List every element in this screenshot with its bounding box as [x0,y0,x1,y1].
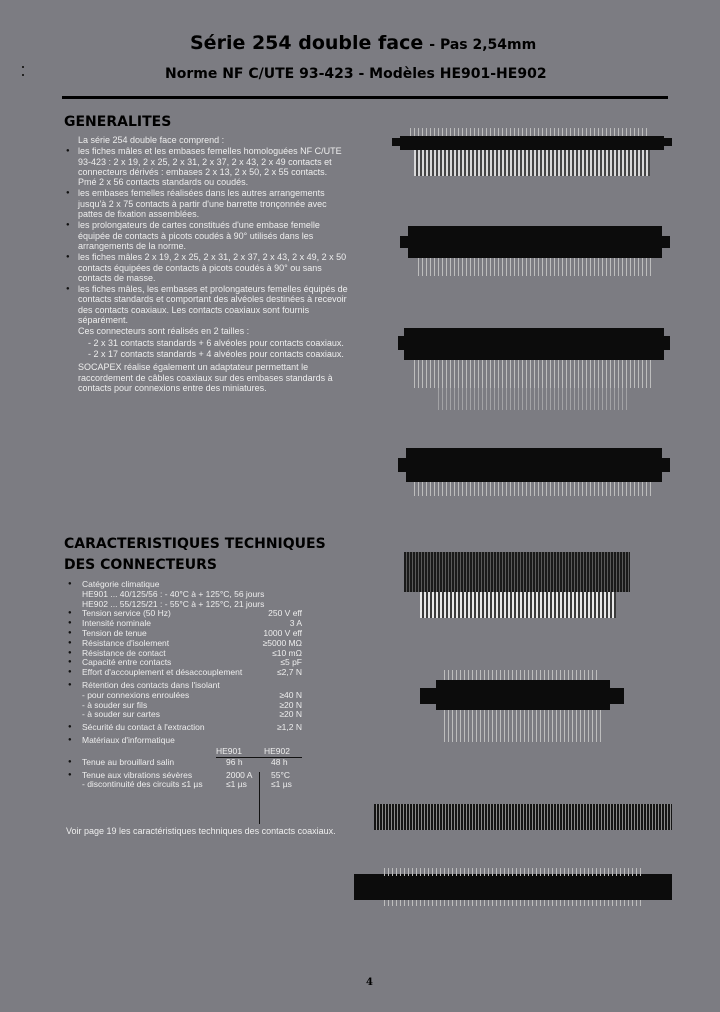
spec-label: Tenue au brouillard salin [82,756,175,767]
scan-speck [22,74,24,76]
spec-value: ≥20 N [279,709,302,720]
spec-value: 250 V eff [268,608,302,619]
spec-label: Matériaux d'informatique [82,734,175,745]
spec-value: ≤5 pF [280,657,302,668]
spec-value: ≥40 N [279,689,302,700]
spec-value-he902: 48 h [271,756,288,767]
spec-label: Résistance de contact [82,647,166,658]
spec-list [66,580,366,790]
spec-row [66,668,366,678]
title-suffix: - Pas 2,54mm [429,37,537,53]
generalites-body [66,135,348,394]
generalites-bullet: ● les fiches mâles et les embases femelles homologuées NF C/UTE 93-423 : 2 x 19, 2 x 25, 2 x 31, 2 x 37, 2 x 43, 2 x 49 contacts et connecteurs dérivés : embases 2 x 13, 2 x 50, 2 x 55 contacts. Pmé 2 x 56 contacts standards ou coudés. [66,146,348,187]
spec-row-security [66,723,366,733]
spec-label: Intensité nominale [82,618,151,629]
spec-table-row [66,780,366,790]
spec-value: ≥1,2 N [277,722,302,733]
page-title [190,32,536,54]
spec-label: - à souder sur fils [82,699,148,710]
spec-value: 1000 V eff [263,627,302,638]
spec-table-row [66,758,366,768]
spec-table-header [216,746,302,758]
generalites-bullet: ● les fiches mâles, les embases et prolongateurs femelles équipés de contacts standards et comportant des alvéoles destinées à recevoir des contacts coaxiaux. Les contacts coaxiaux sont fournis séparément. [66,284,348,325]
coaxial-footnote: Voir page 19 les caractéristiques techniques des contacts coaxiaux. [66,826,336,836]
spec-label: Rétention des contacts dans l'isolant [82,679,220,690]
generalites-bullet: ● les embases femelles réalisées dans les autres arrangements jusqu'à 2 x 75 contacts à partir d'une barrette tronçonnée avec pattes de fixation assemblées. [66,188,348,219]
connector-photo-4 [398,444,670,500]
spec-label: Catégorie climatique [82,579,160,589]
spec-row-climatic [66,580,366,590]
spec-value-he901: 96 h [226,756,243,767]
table-divider [259,772,260,824]
page-subtitle: Norme NF C/UTE 93-423 - Modèles HE901-HE902 [165,66,547,82]
spec-label: Tenue aux vibrations sévères [82,769,193,780]
variants-intro: Ces connecteurs sont réalisés en 2 tailles : [78,326,250,337]
connector-photo-2 [400,222,670,280]
spec-label: Résistance d'isolement [82,637,170,648]
table-head-he901: HE901 [216,745,242,756]
spec-value-he901: ≤1 µs [226,779,247,790]
heading-line-2: DES CONNECTEURS [64,557,217,573]
generalites-bullet: ● les prolongateurs de cartes constitués d'une embase femelle équipée de contacts à picots coudés à 90° utilisés dans les arrangements de la norme. [66,220,348,251]
climatic-line: HE902 ... 55/125/21 : - 55°C à + 125°C, 21 jours [82,598,265,609]
variant-item: - 2 x 17 contacts standards + 4 alvéoles pour contacts coaxiaux. [88,348,344,359]
heading-line-1: CARACTERISTIQUES TECHNIQUES [64,536,326,552]
spec-label: Capacité entre contacts [82,657,172,668]
spec-label: Effort d'accouplement et désaccouplement [82,667,243,678]
connector-photo-7 [374,800,672,836]
spec-label: Sécurité du contact à l'extraction [82,722,205,733]
spec-row-materials [66,736,366,746]
spec-value-he901: 2000 A [226,769,253,780]
connector-photo-3 [398,324,670,416]
spec-label: Tension service (50 Hz) [82,608,171,619]
connector-photo-5 [404,552,630,622]
generalites-intro: La série 254 double face comprend : [78,135,225,145]
retention-row [66,710,366,720]
connector-photo-1 [392,128,672,184]
spec-value-he902: ≤1 µs [271,779,292,790]
section-heading-caracteristiques [64,534,364,576]
spec-label: - discontinuité des circuits ≤1 µs [82,779,203,790]
spec-value: ≥5000 MΩ [262,637,302,648]
connector-photo-8 [354,864,672,908]
spec-label: - pour connexions enroulées [82,689,190,700]
table-head-he902: HE902 [264,745,290,756]
title-main: Série 254 double face [190,32,424,54]
variant-item: - 2 x 31 contacts standards + 6 alvéoles pour contacts coaxiaux. [88,337,344,348]
header-rule [62,96,668,99]
page-number: 4 [366,977,373,988]
climatic-line: HE901 ... 40/125/56 : - 40°C à + 125°C, 56 jours [82,588,265,599]
spec-value: 3 A [289,618,302,629]
scan-speck [22,66,24,68]
spec-value-he902: 55°C [271,769,290,780]
generalites-bullet: ● les fiches mâles 2 x 19, 2 x 25, 2 x 31, 2 x 37, 2 x 43, 2 x 49, 2 x 50 contacts équipées de contacts à picots coudés à 90° ou sans contacts de masse. [66,252,348,283]
section-heading-generalites: GENERALITES [64,114,172,130]
spec-value: ≤10 mΩ [272,647,302,658]
spec-label: - à souder sur cartes [82,709,160,720]
generalites-closing: SOCAPEX réalise également un adaptateur permettant le raccordement de câbles coaxiaux sur des embases standards à contacts pour connexions entre des miniatures. [78,362,333,393]
spec-label: Tension de tenue [82,627,147,638]
spec-value: ≥20 N [279,699,302,710]
connector-photo-6 [420,670,624,746]
spec-value: ≤2,7 N [277,667,302,678]
